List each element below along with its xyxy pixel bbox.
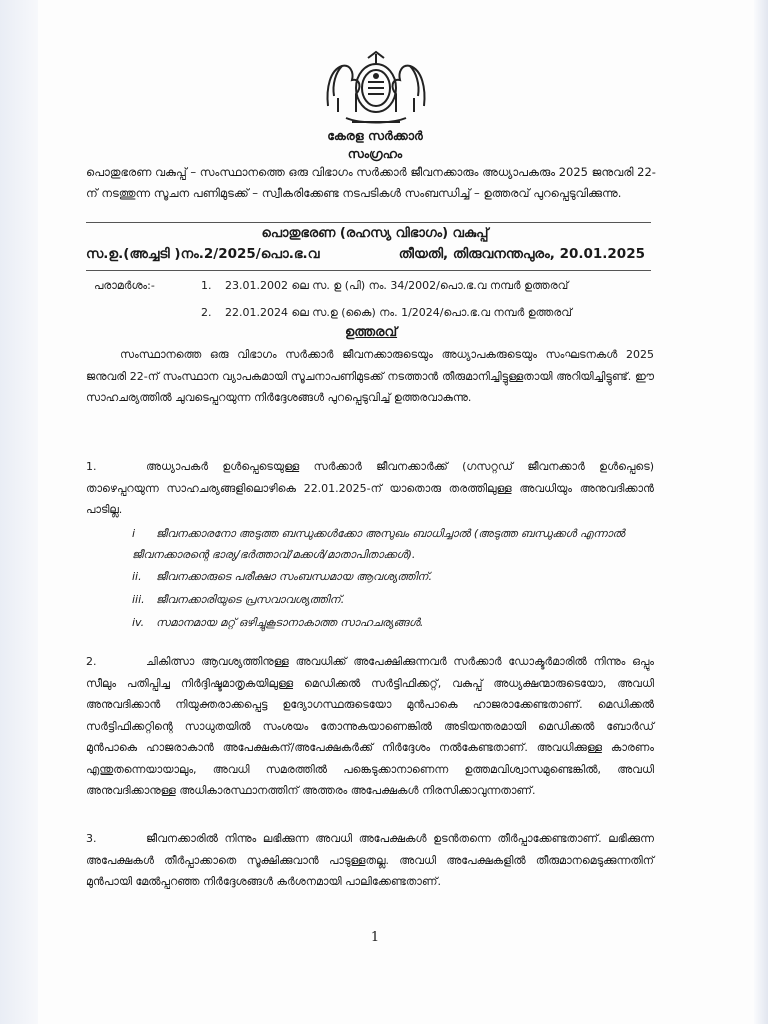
references-label: പരാമർശം:- bbox=[94, 279, 155, 292]
divider-bottom bbox=[86, 270, 651, 271]
list-item-number: iii. bbox=[132, 593, 145, 606]
scan-edge-right bbox=[754, 0, 768, 1024]
paragraph-text: അധ്യാപകർ ഉൾപ്പെടെയുള്ള സർക്കാർ ജീവനക്കാർക്ക് (ഗസറ്റഡ് ജീവനക്കാർ ഉൾപ്പെടെ) താഴെപ്പറയുന്ന സാഹചര്യങ്ങളിലൊഴികെ 22.01.2025-ന് യാതൊരു തരത്തിലുള്ള അവധിയും അനുവദിക്കാൻ പാടില്ല. bbox=[86, 460, 654, 516]
list-item bbox=[132, 566, 652, 587]
paragraph-2 bbox=[86, 651, 654, 802]
list-item-text: ജീവനക്കാരിയുടെ പ്രസവാവശ്യത്തിന്. bbox=[156, 593, 345, 606]
list-item-text: ജീവനക്കാരനോ അടുത്ത ബന്ധുക്കൾക്കോ അസുഖം ബാധിച്ചാൽ (അടുത്ത ബന്ധുക്കൾ എന്നാൽ ജീവനക്കാരന്റെ ഭാര്യ/ഭർത്താവ്/മക്കൾ/മാതാപിതാക്കൾ). bbox=[132, 527, 625, 561]
list-item-number: i bbox=[132, 527, 136, 540]
order-date-place: തീയതി, തിരുവനന്തപുരം, 20.01.2025 bbox=[398, 246, 645, 262]
paragraph-number: 3. bbox=[86, 832, 97, 845]
intro-paragraph: സംസ്ഥാനത്തെ ഒരു വിഭാഗം സർക്കാർ ജീവനക്കാരുടെയും അധ്യാപകരുടെയും സംഘടനകൾ 2025 ജനുവരി 22-ന് സംസ്ഥാന വ്യാപകമായി സൂചനാപണിമുടക്ക് നടത്താൻ തീരുമാനിച്ചിട്ടുള്ളതായി അറിയിച്ചിട്ടുണ്ട്. ഈ സാഹചര്യത്തിൽ ചുവടെപ്പറയുന്ന നിർദ്ദേശങ്ങൾ പുറപ്പെടുവിച്ച് ഉത്തരവാകുന്നു. bbox=[86, 348, 654, 404]
list-item-number: ii. bbox=[132, 570, 142, 583]
summary-heading: സംഗ്രഹം bbox=[347, 146, 403, 161]
page-number: 1 bbox=[370, 930, 380, 945]
list-item bbox=[132, 612, 652, 633]
paragraph-number: 1. bbox=[86, 460, 97, 473]
list-item-text: ജീവനക്കാരുടെ പരീക്ഷാ സംബന്ധമായ ആവശ്യത്തിന്. bbox=[156, 570, 433, 583]
reference-text: 22.01.2024 ലെ സ.ഉ (കൈ) നം. 1/2024/പൊ.ഭ.വ നമ്പർ ഉത്തരവ് bbox=[225, 306, 572, 319]
scan-edge-left bbox=[0, 0, 38, 1024]
reference-number: 1. bbox=[201, 279, 212, 292]
reference-item bbox=[201, 279, 568, 293]
reference-item bbox=[201, 306, 572, 320]
paragraph-text: ജീവനക്കാരിൽ നിന്നും ലഭിക്കുന്ന അവധി അപേക്ഷകൾ ഉടൻതന്നെ തീർപ്പാക്കേണ്ടതാണ്. ലഭിക്കുന്ന അപേക്ഷകൾ തീർപ്പാക്കാതെ സൂക്ഷിക്കുവാൻ പാടുള്ളതല്ല. അവധി അപേക്ഷകളിൽ തീരുമാനമെടുക്കുന്നതിന് മുൻപായി മേൽപ്പറഞ്ഞ നിർദ്ദേശങ്ങൾ കർശനമായി പാലിക്കേണ്ടതാണ്. bbox=[86, 832, 654, 888]
kerala-emblem-icon bbox=[316, 48, 436, 128]
order-heading: ഉത്തരവ് bbox=[344, 325, 398, 340]
divider-top bbox=[86, 222, 651, 223]
paragraph-number: 2. bbox=[86, 655, 97, 668]
paragraph-text: ചികിത്സാ ആവശ്യത്തിനുള്ള അവധിക്ക് അപേക്ഷിക്കുന്നവർ സർക്കാർ ഡോക്ടർമാരിൽ നിന്നും ഒപ്പും സീലും പതിപ്പിച്ച നിർദ്ദിഷ്ടമാതൃകയിലുള്ള മെഡിക്കൽ സർട്ടിഫിക്കറ്റ്, വകുപ്പ് അധ്യക്ഷന്മാരുടെയോ, അവധി അനുവദിക്കാൻ നിയുക്തരാക്കപ്പെട്ട ഉദ്യോഗസ്ഥരുടെയോ മുൻപാകെ ഹാജരാക്കേണ്ടതാണ്. മെഡിക്കൽ സർട്ടിഫിക്കറ്റിന്റെ സാധുതയിൽ സംശയം തോന്നുകയാണെങ്കിൽ അടിയന്തരമായി മെഡിക്കൽ ബോർഡ് മുൻപാകെ ഹാജരാകാൻ അപേക്ഷകന്/അപേക്ഷകർക്ക് നിർദ്ദേശം നൽകേണ്ടതാണ്. അവധിക്കുള്ള കാരണം എന്തുതന്നെയായാലും, അവധി സമരത്തിൽ പങ്കെടുക്കാനാണെന്ന ഉത്തമവിശ്വാസമുണ്ടെങ്കിൽ, അവധി അനുവദിക്കാനുള്ള അധികാരസ്ഥാനത്തിന് അത്തരം അപേക്ഷകൾ നിരസിക്കാവുന്നതാണ്. bbox=[86, 655, 654, 797]
list-item-number: iv. bbox=[132, 616, 145, 629]
reference-text: 23.01.2002 ലെ സ. ഉ (പി) നം. 34/2002/പൊ.ഭ.വ നമ്പർ ഉത്തരവ് bbox=[225, 279, 569, 292]
list-item bbox=[132, 589, 652, 610]
order-subject: പൊതുഭരണ വകുപ്പ് – സംസ്ഥാനത്തെ ഒരു വിഭാഗം സർക്കാർ ജീവനക്കാരും അധ്യാപകരും 2025 ജനുവരി 22-ന് നടത്തുന്ന സൂചന പണിമുടക്ക് – സ്വീകരിക്കേണ്ട നടപടികൾ സംബന്ധിച്ച് – ഉത്തരവ് പുറപ്പെടുവിക്കുന്നു. bbox=[86, 165, 656, 200]
document-page bbox=[86, 0, 664, 1024]
paragraph-1 bbox=[86, 456, 654, 521]
department-name: പൊതുഭരണ (രഹസ്യ വിഭാഗം) വകുപ്പ് bbox=[261, 226, 489, 241]
order-number: സ.ഉ.(അച്ചടി )നം.2/2025/പൊ.ഭ.വ bbox=[86, 246, 320, 262]
government-name: കേരള സർക്കാർ bbox=[327, 128, 423, 143]
reference-number: 2. bbox=[201, 306, 212, 319]
list-item bbox=[132, 523, 652, 565]
paragraph-3 bbox=[86, 828, 654, 893]
list-item-text: സമാനമായ മറ്റ് ഒഴിച്ചുകൂടാനാകാത്ത സാഹചര്യങ്ങൾ. bbox=[156, 616, 424, 629]
